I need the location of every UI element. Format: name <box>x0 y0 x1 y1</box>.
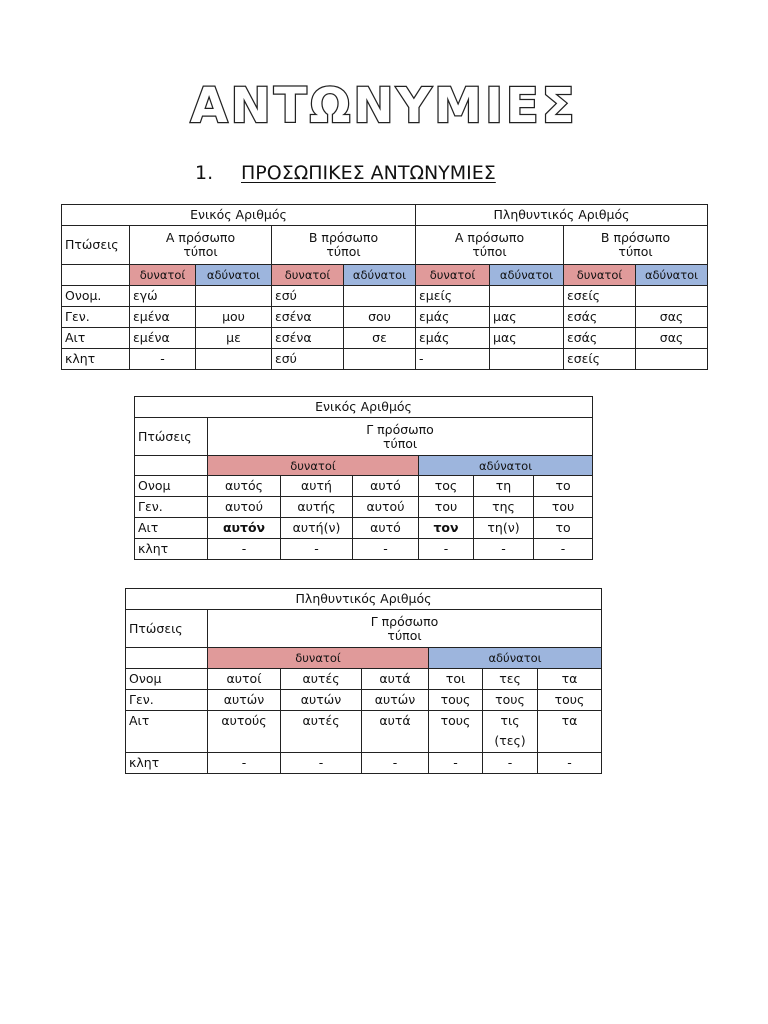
table-cell: με <box>196 328 272 349</box>
table-cell: εσείς <box>564 349 636 370</box>
table-row <box>62 307 708 328</box>
table-cell: μου <box>196 307 272 328</box>
singular-header: Ενικός Αριθμός <box>135 397 593 418</box>
table-cell: αυτή <box>281 476 353 497</box>
case-cell: κλητ <box>126 753 208 774</box>
table-cell: εμένα <box>130 328 196 349</box>
section-heading <box>195 162 496 184</box>
person-label: Γ πρόσωπο <box>370 613 439 629</box>
case-cell: κλητ <box>62 349 130 370</box>
strong-header: δυνατοί <box>208 648 429 669</box>
person-b-plural-header <box>564 226 708 265</box>
table-cell: τις <box>500 713 520 728</box>
table-cell: - <box>130 349 196 370</box>
table-cell: τους <box>429 690 483 711</box>
weak-header: αδύνατοι <box>636 265 708 286</box>
table-cell: εσείς <box>564 286 636 307</box>
forms-label: τύποι <box>326 244 361 259</box>
plural-header: Πληθυντικός Αριθμός <box>416 205 708 226</box>
case-cell: Αιτ <box>62 328 130 349</box>
table-cell: - <box>208 753 281 774</box>
case-cell: Αιτ <box>135 518 208 539</box>
table-cell: αυτοί <box>208 669 281 690</box>
case-cell: Ονομ. <box>62 286 130 307</box>
strong-header: δυνατοί <box>564 265 636 286</box>
case-cell: Γεν. <box>126 690 208 711</box>
third-person-singular-table <box>134 396 593 560</box>
table-cell: - <box>281 753 362 774</box>
case-cell: Αιτ <box>126 711 208 753</box>
table-cell: εμείς <box>416 286 490 307</box>
section-title: ΠΡΟΣΩΠΙΚΕΣ ΑΝΤΩΝΥΜΙΕΣ <box>241 162 496 184</box>
weak-header: αδύνατοι <box>419 456 593 476</box>
table-cell: - <box>362 753 429 774</box>
personal-pronouns-a-b-table <box>61 204 708 370</box>
weak-header: αδύνατοι <box>429 648 602 669</box>
forms-label: τύποι <box>387 627 422 643</box>
case-cell: Γεν. <box>62 307 130 328</box>
table-cell: σας <box>636 328 708 349</box>
forms-label: τύποι <box>382 435 418 451</box>
table-cell: αυτές <box>281 711 362 753</box>
table-cell: του <box>419 497 474 518</box>
table-cell: αυτών <box>208 690 281 711</box>
table-cell: τη(ν) <box>474 518 534 539</box>
table-cell: - <box>416 349 490 370</box>
forms-label: τύποι <box>183 244 218 259</box>
table-cell: αυτών <box>281 690 362 711</box>
table-cell: αυτού <box>353 497 419 518</box>
table-cell: σου <box>344 307 416 328</box>
table-cell: εμάς <box>416 328 490 349</box>
table-cell <box>344 286 416 307</box>
person-label: Β πρόσωπο <box>600 230 671 245</box>
table-cell: τον <box>419 518 474 539</box>
strong-header: δυνατοί <box>130 265 196 286</box>
empty-cell <box>62 265 130 286</box>
table-cell: αυτός <box>208 476 281 497</box>
table-cell: τοι <box>429 669 483 690</box>
table-cell: αυτών <box>362 690 429 711</box>
table-row <box>62 286 708 307</box>
table-row <box>135 497 593 518</box>
table-cell: - <box>534 539 593 560</box>
case-cell: Γεν. <box>135 497 208 518</box>
table-cell: αυτά <box>362 669 429 690</box>
empty-cell <box>126 648 208 669</box>
table-cell <box>636 349 708 370</box>
table-cell: - <box>538 753 602 774</box>
cases-label: Πτώσεις <box>135 418 208 456</box>
table-cell: εσάς <box>564 328 636 349</box>
person-label: Α πρόσωπο <box>454 230 525 245</box>
table-cell <box>196 349 272 370</box>
person-a-plural-header <box>416 226 564 265</box>
table-cell: σας <box>636 307 708 328</box>
strong-header: δυνατοί <box>208 456 419 476</box>
table-cell: - <box>353 539 419 560</box>
table-cell: εσένα <box>272 307 344 328</box>
plural-header: Πληθυντικός Αριθμός <box>126 589 602 610</box>
page-title: ΑΝΤΩΝΥΜΙΕΣ <box>190 78 578 134</box>
table-cell: τους <box>538 690 602 711</box>
table-cell: εσύ <box>272 349 344 370</box>
table-cell: τη <box>474 476 534 497</box>
table-cell: - <box>281 539 353 560</box>
table-cell: αυτές <box>281 669 362 690</box>
table-cell <box>490 349 564 370</box>
person-c-header <box>208 610 602 648</box>
table-cell: αυτή(ν) <box>281 518 353 539</box>
case-cell: κλητ <box>135 539 208 560</box>
table-cell: αυτού <box>208 497 281 518</box>
table-cell: μας <box>490 307 564 328</box>
table-cell: μας <box>490 328 564 349</box>
table-cell: αυτό <box>353 518 419 539</box>
table-cell: - <box>483 753 538 774</box>
table-cell: σε <box>344 328 416 349</box>
table-cell: αυτά <box>362 711 429 753</box>
table-cell: τα <box>538 711 602 753</box>
table-cell: εσένα <box>272 328 344 349</box>
table-cell: τες <box>483 669 538 690</box>
person-a-singular-header <box>130 226 272 265</box>
table-row <box>126 753 602 774</box>
section-number: 1. <box>195 162 214 184</box>
table-cell: εσάς <box>564 307 636 328</box>
forms-label: τύποι <box>618 244 653 259</box>
table-row <box>135 476 593 497</box>
person-label: Γ πρόσωπο <box>366 421 434 437</box>
table-cell: εμάς <box>416 307 490 328</box>
table-cell-stacked <box>483 711 538 753</box>
cases-label: Πτώσεις <box>62 226 130 265</box>
table-row <box>135 518 593 539</box>
case-cell: Ονομ <box>126 669 208 690</box>
table-cell <box>636 286 708 307</box>
table-cell: το <box>534 518 593 539</box>
table-cell <box>344 349 416 370</box>
table-cell: αυτόν <box>208 518 281 539</box>
person-c-header <box>208 418 593 456</box>
empty-cell <box>135 456 208 476</box>
table-cell: αυτής <box>281 497 353 518</box>
table-cell: το <box>534 476 593 497</box>
table-row <box>126 711 602 753</box>
table-cell: της <box>474 497 534 518</box>
person-b-singular-header <box>272 226 416 265</box>
table-row <box>126 690 602 711</box>
weak-header: αδύνατοι <box>490 265 564 286</box>
forms-label: τύποι <box>472 244 507 259</box>
weak-header: αδύνατοι <box>344 265 416 286</box>
table-row <box>62 328 708 349</box>
cases-label: Πτώσεις <box>126 610 208 648</box>
table-cell: εγώ <box>130 286 196 307</box>
table-cell <box>490 286 564 307</box>
strong-header: δυνατοί <box>416 265 490 286</box>
table-cell: αυτούς <box>208 711 281 753</box>
person-label: Β πρόσωπο <box>308 230 379 245</box>
table-cell: τους <box>483 690 538 711</box>
weak-header: αδύνατοι <box>196 265 272 286</box>
alt-form-note: (τες) <box>494 733 526 748</box>
table-cell: τος <box>419 476 474 497</box>
person-label: Α πρόσωπο <box>165 230 236 245</box>
table-cell: - <box>419 539 474 560</box>
table-cell: αυτό <box>353 476 419 497</box>
table-cell: - <box>474 539 534 560</box>
table-cell: του <box>534 497 593 518</box>
singular-header: Ενικός Αριθμός <box>62 205 416 226</box>
table-cell: εμένα <box>130 307 196 328</box>
strong-header: δυνατοί <box>272 265 344 286</box>
table-row <box>126 669 602 690</box>
table-cell: τους <box>429 711 483 753</box>
third-person-plural-table <box>125 588 602 774</box>
table-cell: - <box>429 753 483 774</box>
table-cell: τα <box>538 669 602 690</box>
table-cell: εσύ <box>272 286 344 307</box>
table-row <box>62 349 708 370</box>
table-cell <box>196 286 272 307</box>
table-row <box>135 539 593 560</box>
case-cell: Ονομ <box>135 476 208 497</box>
table-cell: - <box>208 539 281 560</box>
